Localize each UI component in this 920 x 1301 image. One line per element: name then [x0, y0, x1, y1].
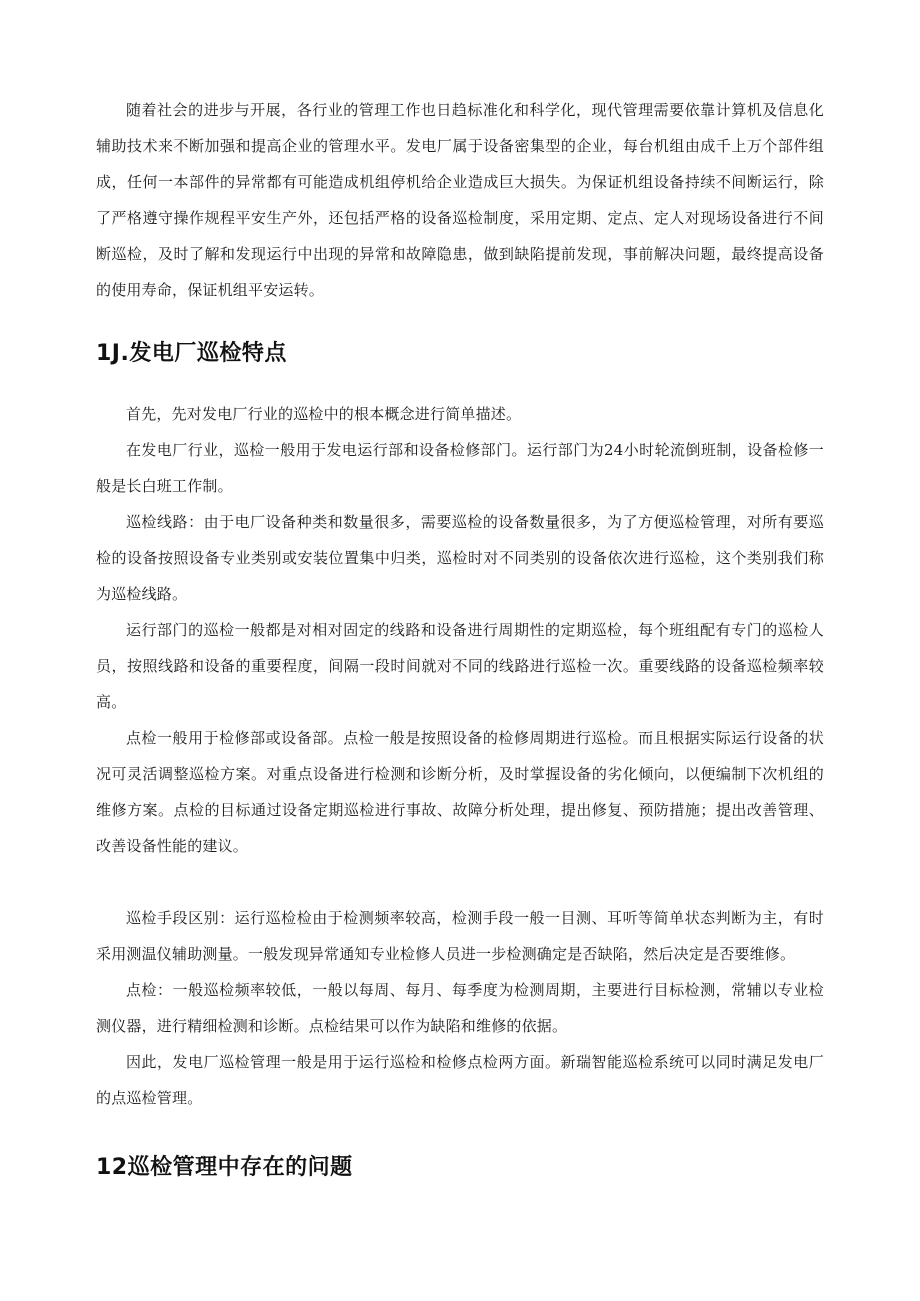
paragraph: 点检一般用于检修部或设备部。点检一般是按照设备的检修周期进行巡检。而且根据实际运行设备的状况可灵活调整巡检方案。对重点设备进行检测和诊断分析，及时掌握设备的劣化倾向，以便编制下次机组的维修方案。点检的目标通过设备定期巡检进行事故、故障分析处理，提出修复、预防措施；提出改善管理、改善设备性能的建议。 [96, 729, 824, 855]
paragraph: 运行部门的巡检一般都是对相对固定的线路和设备进行周期性的定期巡检，每个班组配有专门的巡检人员，按照线路和设备的重要程度，间隔一段时间就对不同的线路进行巡检一次。重要线路的设备巡检频率较高。 [96, 621, 824, 711]
paragraph: 点检：一般巡检频率较低，一般以每周、每月、每季度为检测周期，主要进行目标检测，常辅以专业检测仪器，进行精细检测和诊断。点检结果可以作为缺陷和维修的依据。 [96, 981, 824, 1035]
intro-paragraph: 随着社会的进步与开展，各行业的管理工作也日趋标准化和科学化，现代管理需要依靠计算机及信息化辅助技术来不断加强和提高企业的管理水平。发电厂属于设备密集型的企业，每台机组由成千上万个部件组成，任何一本部件的异常都有可能造成机组停机给企业造成巨大损失。为保证机组设备持续不间断运行，除了严格遵守操作规程平安生产外，还包括严格的设备巡检制度，采用定期、定点、定人对现场设备进行不间断巡检，及时了解和发现运行中出现的异常和故障隐患，做到缺陷提前发现，事前解决问题，最终提高设备的使用寿命，保证机组平安运转。 [96, 101, 824, 299]
paragraph: 巡检手段区别：运行巡检检由于检测频率较高，检测手段一般一目测、耳听等简单状态判断为主，有时采用测温仪辅助测量。一般发现异常通知专业检修人员进一步检测确定是否缺陷，然后决定是否要维修。 [96, 909, 824, 963]
paragraph: 因此，发电厂巡检管理一般是用于运行巡检和检修点检两方面。新瑞智能巡检系统可以同时满足发电厂的点巡检管理。 [96, 1053, 824, 1107]
paragraph: 巡检线路：由于电厂设备种类和数量很多，需要巡检的设备数量很多，为了方便巡检管理，对所有要巡检的设备按照设备专业类别或安装位置集中归类，巡检时对不同类别的设备依次进行巡检，这个类别我们称为巡检线路。 [96, 513, 824, 603]
paragraph: 首先，先对发电厂行业的巡检中的根本概念进行简单描述。 [126, 405, 522, 423]
paragraph: 在发电厂行业，巡检一般用于发电运行部和设备检修部门。运行部门为24小时轮流倒班制，设备检修一般是长白班工作制。 [96, 441, 824, 495]
paragraph-gap [96, 864, 824, 900]
section-1-heading: 1J.发电厂巡检特点 [96, 341, 287, 366]
section-2-heading: 12巡检管理中存在的问题 [96, 1155, 353, 1180]
